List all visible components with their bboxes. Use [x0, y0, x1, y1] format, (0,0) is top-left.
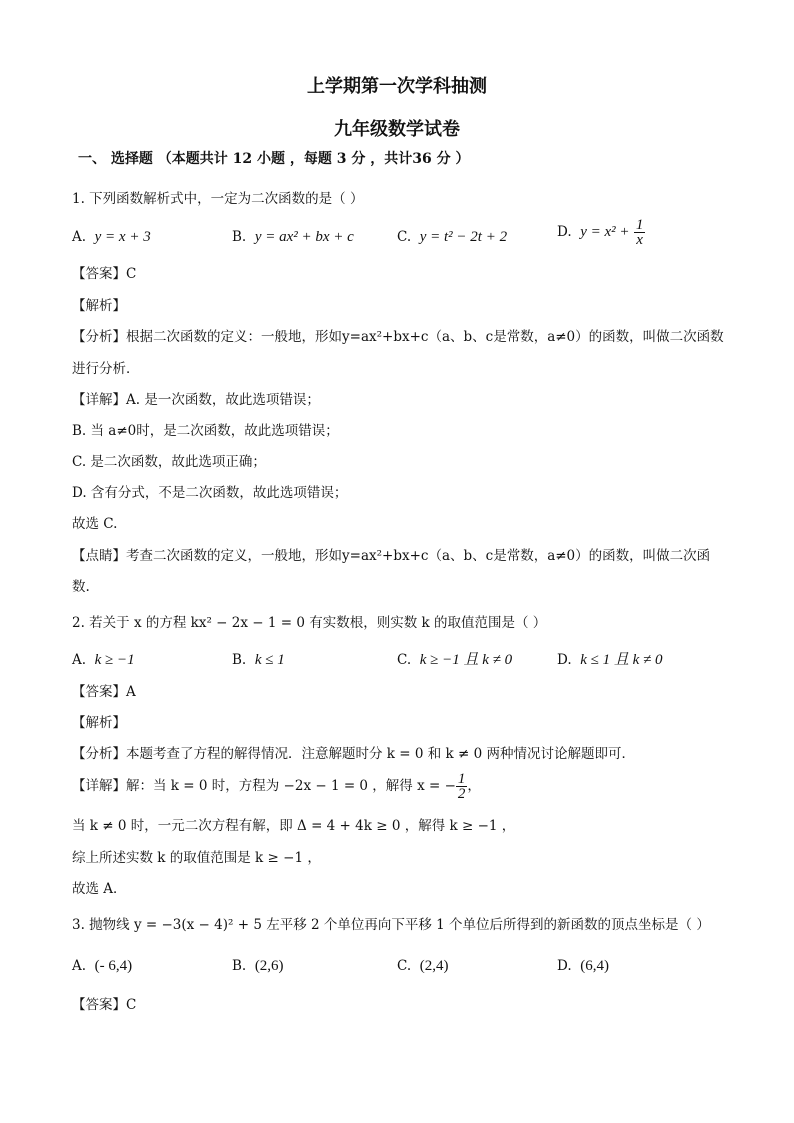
q2-option-a: A. k ≥ −1: [72, 652, 135, 668]
q2-choose: 故选 A．: [72, 881, 127, 897]
section-heading: 一、 选择题 （本题共计 12 小题 ，每题 3 分 ，共计36 分 ）: [78, 151, 470, 167]
q2-fenxi: 【分析】本题考查了方程的解得情况．注意解题时分 k = 0 和 k ≠ 0 两种情况讨论解题即可．: [72, 746, 635, 762]
q1-stem: 1. 下列函数解析式中，一定为二次函数的是（ ）: [72, 191, 364, 207]
q3-option-c: C. (2,4): [397, 958, 449, 974]
q2-line2: 当 k ≠ 0 时，一元二次方程有解，即 Δ = 4 + 4k ≥ 0 ，解得 k ≥ −1 ，: [72, 818, 516, 834]
q2-option-d: D. k ≤ 1 且 k ≠ 0: [557, 652, 663, 668]
q1-line-c: C. 是二次函数，故此选项正确；: [72, 454, 266, 470]
q2-option-c: C. k ≥ −1 且 k ≠ 0: [397, 652, 513, 668]
q1-fenxi-line2: 进行分析．: [72, 361, 140, 377]
q2-answer: 【答案】A: [72, 684, 136, 700]
q1-dianjing-line2: 数.: [72, 579, 90, 595]
q1-xiangjie: 【详解】A. 是一次函数，故此选项错误；: [72, 392, 320, 408]
q1-line-b: B. 当 a≠0时，是二次函数，故此选项错误；: [72, 423, 339, 439]
q2-jiexi: 【解析】: [72, 715, 126, 731]
q1-line-d: D. 含有分式，不是二次函数，故此选项错误；: [72, 485, 348, 501]
q3-stem: 3. 抛物线 y = −3(x − 4)² + 5 左平移 2 个单位再向下平移 1 个单位后所得到的新函数的顶点坐标是（ ）: [72, 917, 710, 933]
q2-line3: 综上所述实数 k 的取值范围是 k ≥ −1 ，: [72, 850, 321, 866]
page-subtitle: 九年级数学试卷: [334, 119, 460, 140]
q1-option-a: A. y = x + 3: [72, 229, 151, 245]
q1-option-c: C. y = t² − 2t + 2: [397, 229, 508, 245]
q1-option-d: D. y = x² + $\frac{1}{x}$: [557, 217, 644, 248]
q1-dianjing-line1: 【点睛】考查二次函数的定义，一般地，形如y=ax²+bx+c（a、b、c是常数，a≠0）的函数，叫做二次函: [72, 548, 711, 564]
q3-option-d: D. (6,4): [557, 958, 609, 974]
q2-option-b: B. k ≤ 1: [232, 652, 285, 668]
q3-answer: 【答案】C: [72, 997, 137, 1013]
q1-choose: 故选 C.: [72, 516, 118, 532]
q1-option-b: B. y = ax² + bx + c: [232, 229, 354, 245]
q2-stem: 2. 若关于 x 的方程 kx² − 2x − 1 = 0 有实数根，则实数 k 的取值范围是（ ）: [72, 615, 547, 631]
q1-answer: 【答案】C: [72, 266, 137, 282]
q3-option-a: A. (- 6,4): [72, 958, 133, 974]
q2-xiangjie: 【详解】解：当 k = 0 时，方程为 −2x − 1 = 0 ，解得 x = − $\frac{1}{2}$ ，: [72, 771, 481, 802]
q3-option-b: B. (2,6): [232, 958, 284, 974]
q1-fenxi-line1: 【分析】根据二次函数的定义：一般地，形如y=ax²+bx+c（a、b、c是常数，a≠0）的函数，叫做二次函数: [72, 329, 724, 345]
q1-jiexi: 【解析】: [72, 298, 126, 314]
page-title: 上学期第一次学科抽测: [307, 76, 487, 97]
